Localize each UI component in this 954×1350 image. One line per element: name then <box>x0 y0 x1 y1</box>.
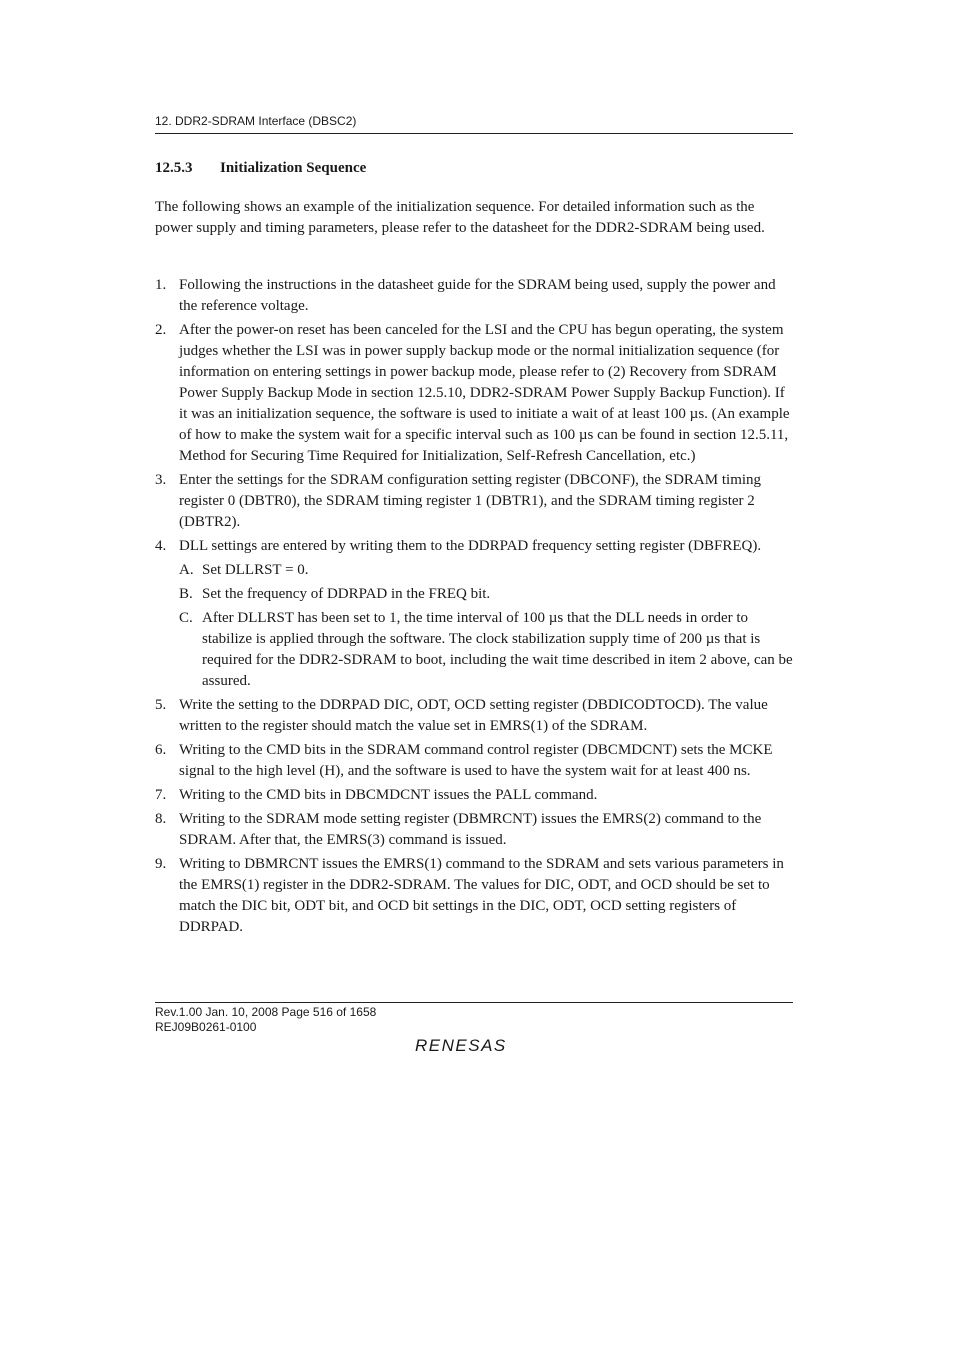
list-item-text: Following the instructions in the datasheet guide for the SDRAM being used, supply the power and the reference voltage. <box>179 277 776 314</box>
section-number: 12.5.3 <box>155 160 193 176</box>
footer-rule <box>155 1002 793 1003</box>
running-header: 12. DDR2-SDRAM Interface (DBSC2) <box>155 114 357 128</box>
list-item-text: Writing to the CMD bits in the SDRAM command control register (DBCMDCNT) sets the MCKE signal to the high level (H), and the software is used to have the system wait for at least 400 ns. <box>179 742 773 779</box>
renesas-logo <box>413 1035 533 1060</box>
list-item <box>155 785 793 806</box>
renesas-logo-mark <box>413 1035 533 1055</box>
list-item-text: Writing to the SDRAM mode setting register (DBMRCNT) issues the EMRS(2) command to the SDRAM. After that, the EMRS(3) command is issued. <box>179 811 762 848</box>
list-item-text: Enter the settings for the SDRAM configuration setting register (DBCONF), the SDRAM timing register 0 (DBTR0), the SDRAM timing register 1 (DBTR1), and the SDRAM timing register 2 (DBTR2). <box>179 472 762 530</box>
list-item <box>155 695 793 737</box>
list-item <box>155 854 793 938</box>
list-item-marker: 5. <box>155 697 167 713</box>
list-item-marker: 9. <box>155 856 167 872</box>
sub-list-item <box>179 560 793 581</box>
section-title: Initialization Sequence <box>220 160 367 176</box>
list-item-text: DLL settings are entered by writing them to the DDRPAD frequency setting register (DBFREQ). <box>179 538 762 554</box>
list-item <box>155 470 793 533</box>
list-item <box>155 740 793 782</box>
list-item-marker: 8. <box>155 811 167 827</box>
list-item-text: Write the setting to the DDRPAD DIC, ODT, OCD setting register (DBDICODTOCD). The value written to the register should match the value set in EMRS(1) of the SDRAM. <box>179 697 768 734</box>
sub-list-item-text: After DLLRST has been set to 1, the time interval of 100 µs that the DLL needs in order to stabilize is applied through the software. The clock stabilization supply time of 200 µs that is required for the DDR2-SDRAM to boot, including the wait time described in item 2 above, can be assured. <box>202 610 793 689</box>
sub-list-item-text: Set the frequency of DDRPAD in the FREQ bit. <box>202 586 491 602</box>
section-heading <box>155 160 366 177</box>
sub-list-item-marker: B. <box>179 586 193 602</box>
sub-list-item-text: Set DLLRST = 0. <box>202 562 309 578</box>
step-list <box>155 275 793 941</box>
list-item-text: After the power-on reset has been canceled for the LSI and the CPU has begun operating, the system judges whether the LSI was in power supply backup mode or the normal initialization sequence (for information on entering settings in power backup mode, please refer to (2) Recovery from SDRAM Power Supply Backup Mode in section 12.5.10, DDR2-SDRAM Power Supply Backup Function). If it was an initialization sequence, the software is used to initiate a wait of at least 100 µs. (An example of how to make the system wait for a specific interval such as 100 µs can be found in section 12.5.11, Method for Securing Time Required for Initialization, Self-Refresh Cancellation, etc.) <box>179 322 790 464</box>
list-item-marker: 4. <box>155 538 167 554</box>
sub-list-item-marker: C. <box>179 610 193 626</box>
sub-list-item <box>179 608 793 692</box>
list-item-text: Writing to the CMD bits in DBCMDCNT issues the PALL command. <box>179 787 598 803</box>
list-item <box>155 320 793 467</box>
footer-doc-code: REJ09B0261-0100 <box>155 1020 257 1034</box>
renesas-logo-text: RENESAS <box>415 1036 507 1055</box>
header-rule <box>155 133 793 134</box>
list-item-marker: 7. <box>155 787 167 803</box>
list-item-marker: 1. <box>155 277 167 293</box>
list-item-text: Writing to DBMRCNT issues the EMRS(1) command to the SDRAM and sets various parameters in the EMRS(1) register in the DDR2-SDRAM. The values for DIC, ODT, and OCD should be set to match the DIC bit, ODT bit, and OCD bit settings in the DIC, ODT, OCD setting registers of DDRPAD. <box>179 856 784 935</box>
list-item-marker: 3. <box>155 472 167 488</box>
list-item-marker: 2. <box>155 322 167 338</box>
footer-revision: Rev.1.00 Jan. 10, 2008 Page 516 of 1658 <box>155 1005 377 1019</box>
intro-paragraph: The following shows an example of the initialization sequence. For detailed information such as the power supply and timing parameters, please refer to the datasheet for the DDR2-SDRAM being used. <box>155 199 765 236</box>
list-item <box>155 536 793 692</box>
sub-list-item-marker: A. <box>179 562 194 578</box>
list-item-marker: 6. <box>155 742 167 758</box>
list-item <box>155 809 793 851</box>
sub-list-item <box>179 584 793 605</box>
list-item <box>155 275 793 317</box>
